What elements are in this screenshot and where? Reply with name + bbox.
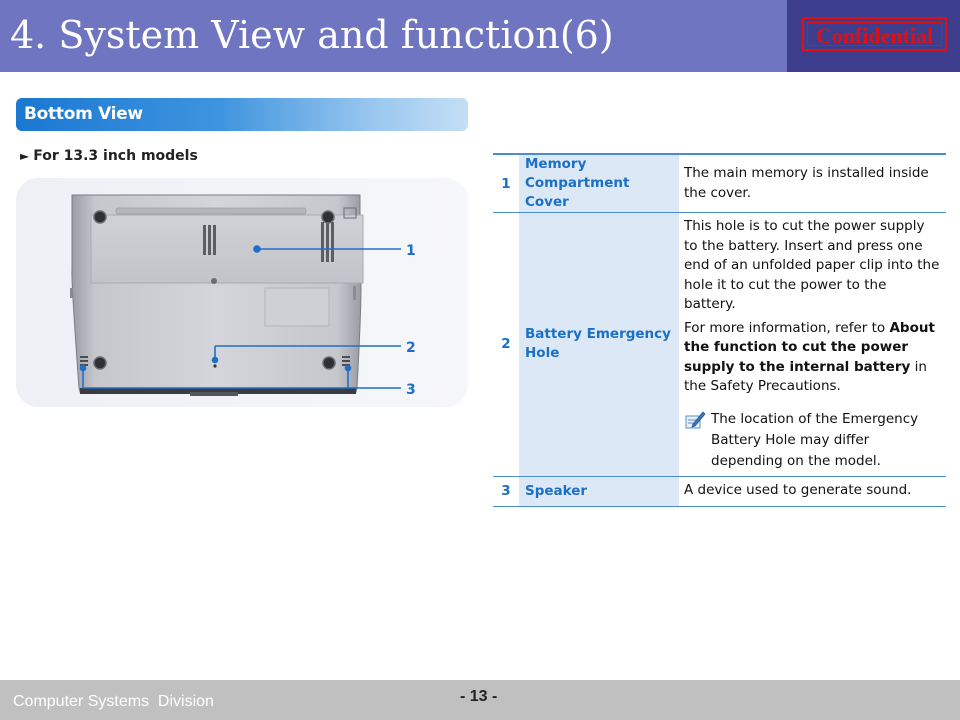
- footer-bar: [0, 680, 960, 720]
- table-row: [493, 213, 946, 477]
- page-number: - 13 -: [460, 688, 498, 705]
- reference-suffix: in the Safety Precautions.: [684, 358, 927, 394]
- row-term: Battery Emergency Hole: [519, 213, 679, 477]
- page-title: 4. System View and function(6): [10, 13, 614, 57]
- component-table: [493, 153, 946, 507]
- note-pencil-icon: [684, 410, 706, 437]
- confidential-label: Confidential: [815, 23, 934, 48]
- side-port-2: [70, 288, 73, 298]
- reference-prefix: For more information, refer to: [684, 319, 890, 336]
- section-banner-label: Bottom View: [24, 104, 143, 124]
- footer-division: Computer Systems Division: [13, 693, 214, 710]
- model-subtitle: [20, 148, 198, 164]
- arrow-right-icon: ►: [20, 149, 30, 163]
- section-banner: [16, 98, 468, 131]
- model-subtitle-text: For 13.3 inch models: [33, 148, 198, 164]
- row-number: 3: [501, 483, 511, 499]
- row-number: 1: [501, 175, 511, 192]
- confidential-stamp: [802, 17, 947, 51]
- description-paragraph: This hole is to cut the power supply to the battery. Insert and press one end of an unfolded paper clip into the hole it to cut the power to the battery.: [684, 218, 940, 312]
- laptop-image-panel: [16, 178, 468, 407]
- row-description: A device used to generate sound.: [684, 482, 912, 499]
- callout-label-1: 1: [406, 243, 416, 259]
- callout-dot-2: [213, 358, 218, 363]
- note-text: The location of the Emergency Battery Hole may differ depending on the model.: [711, 410, 919, 469]
- laptop-bottom-illustration: [16, 178, 468, 407]
- battery-emergency-hole: [213, 364, 216, 367]
- note-paragraph: [684, 409, 940, 472]
- callout-dot-3a: [81, 366, 86, 371]
- row-term: Memory Compartment Cover: [519, 154, 679, 213]
- callout-dot-3b: [346, 366, 351, 371]
- table-row: [493, 154, 946, 213]
- table-row: [493, 476, 946, 506]
- label-plate: [265, 288, 329, 326]
- side-port: [353, 286, 356, 300]
- callout-label-3: 3: [406, 382, 416, 398]
- row-description: [679, 213, 946, 477]
- laptop-front-notch: [190, 392, 238, 396]
- reference-paragraph: [684, 319, 940, 397]
- callout-dot-1: [254, 246, 260, 252]
- cover-screw: [211, 278, 217, 284]
- row-description: The main memory is installed inside the cover.: [684, 165, 929, 201]
- row-term: Speaker: [519, 476, 679, 506]
- reference-link-text: About the function to cut the power supply to the internal battery: [684, 319, 935, 375]
- laptop-hinge-strip: [116, 208, 306, 214]
- callout-label-2: 2: [406, 340, 416, 356]
- row-number: 2: [501, 336, 511, 353]
